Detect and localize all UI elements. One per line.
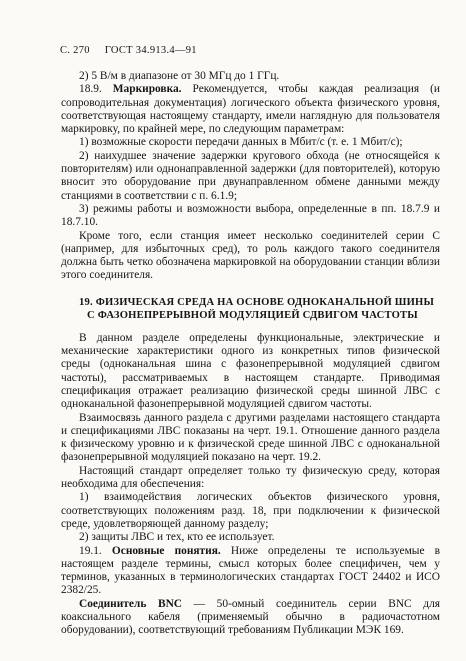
paragraph-definitions: [61, 545, 440, 598]
paragraph-relations: Взаимосвязь данного раздела с другими разделами настоящего стандарта и спецификациями ЛВС показаны на черт. 19.1. Отношение данного раздела к физическому уровню и к физической среде шинной ЛВС с одноканальной фазонепрерывной модуляцией показано на черт. 19.2.: [61, 411, 440, 464]
term-text: — 50-омный соединитель серии BNC для коаксиального кабеля (применяемый обычно в радиочастотном оборудовании), соответствующий требованиям Публикации МЭК 169.: [61, 597, 440, 637]
clause-text: Рекомендуется, чтобы каждая реализация (и сопроводительная документация) логического объекта физического уровня, соответствующая настоящему стандарту, имели наглядную для пользователя маркировку, по крайней мере, по следующим параметрам:: [61, 83, 440, 136]
term-heading: Соединитель BNC: [79, 597, 183, 610]
document-body: [61, 70, 440, 638]
section-title: [61, 296, 440, 322]
clause-number: 19.1.: [79, 544, 102, 557]
paragraph-connectors: Кроме того, если станция имеет несколько соединителей серии С (например, для избыточных сред), то роль каждого такого соединителя должна быть четко обозначена маркировкой на оборудовании станции вблизи этого соединителя.: [61, 229, 440, 282]
section-title-line-1: 19. ФИЗИЧЕСКАЯ СРЕДА НА ОСНОВЕ ОДНОКАНАЛЬНОЙ ШИНЫ: [79, 296, 435, 308]
list-item-protection: 2) защиты ЛВС и тех, кто ее использует.: [79, 531, 275, 544]
clause-text: Ниже определены те используемые в настоящем разделе термины, смысл которых более специфичен, чем у терминов, указанных в терминологических стандартах ГОСТ 24402 и ИСО 2382/25.: [61, 544, 440, 597]
clause-number: 18.9.: [79, 83, 102, 96]
standard-code: ГОСТ 34.913.4—91: [104, 45, 197, 56]
paragraph-bnc-connector: [61, 598, 440, 638]
list-item-speeds: 1) возможные скорости передачи данных в Мбит/с (т. е. 1 Мбит/с);: [79, 136, 403, 149]
paragraph-marking: [61, 83, 440, 136]
list-item-modes: 3) режимы работы и возможности выбора, определенные в пп. 18.7.9 и 18.7.10.: [61, 202, 440, 229]
paragraph-purpose: Настоящий стандарт определяет только ту физическую среду, которая необходима для обеспечения:: [61, 464, 440, 491]
list-item-delay: 2) наихудшее значение задержки кругового обхода (не относящейся к повторителям) или однонаправленной задержки (для повторителей), которую вносит это оборудование при двунаправленном обмене данными между станциями в соответствии с п. 6.1.9;: [61, 149, 440, 202]
clause-heading: Маркировка.: [112, 83, 182, 96]
page-header: [60, 45, 197, 56]
page-number: С. 270: [60, 45, 90, 56]
section-title-line-2: С ФАЗОНЕПРЕРЫВНОЙ МОДУЛЯЦИЕЙ СДВИГОМ ЧАСТОТЫ: [87, 309, 418, 321]
list-item-interaction: 1) взаимодействия логических объектов физического уровня, соответствующих положениям разд. 18, при подключении к физической среде, удовлетворяющей данному разделу;: [61, 491, 440, 530]
paragraph-scope: В данном разделе определены функциональные, электрические и механические характеристики одного из конкретных типов физической среды (одноканальная шина с фазонепрерывной модуляцией сдвигом частоты), рассматриваемых в настоящем стандарте. Приводимая спецификация отражает реализацию физической среды шинной ЛВС с одноканальной фазонепрерывной модуляцией сдвигом частоты.: [61, 331, 440, 411]
paragraph-emc-range: 2) 5 В/м в диапазоне от 30 МГц до 1 ГГц.: [79, 70, 280, 82]
clause-heading: Основные понятия.: [111, 544, 221, 557]
